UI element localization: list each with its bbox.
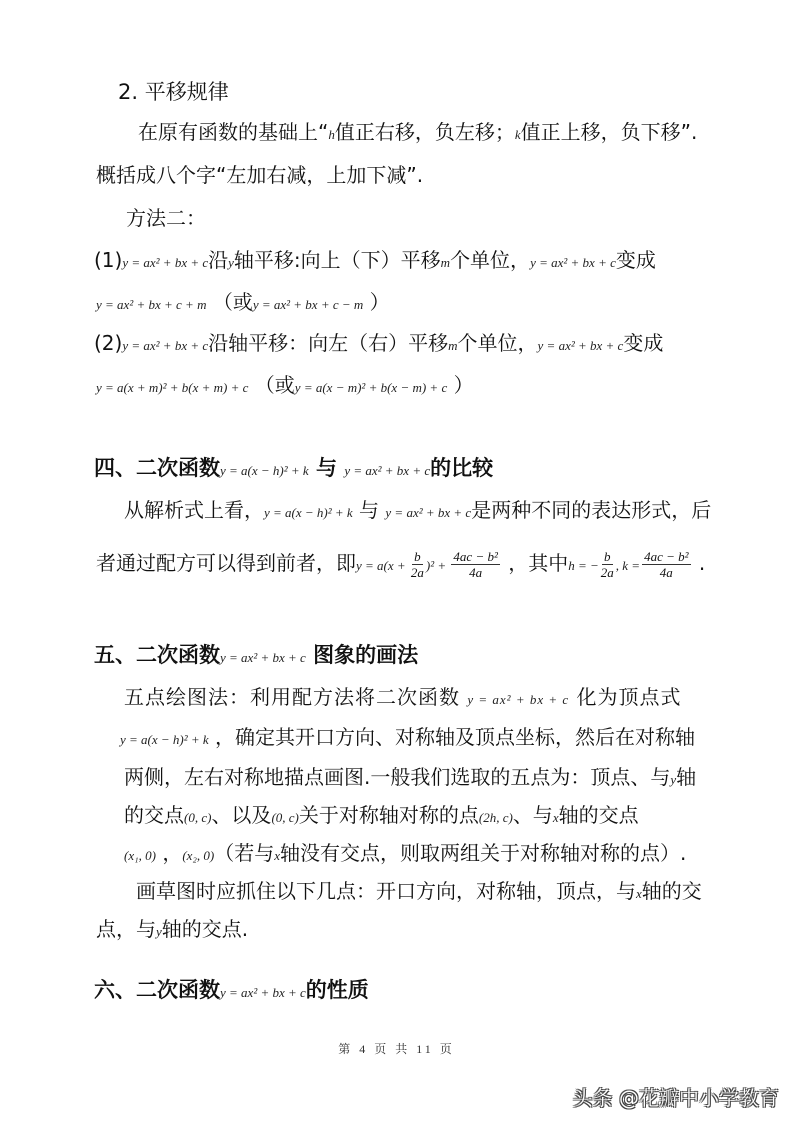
- heading-text: 与: [316, 456, 337, 480]
- point: (0, c): [184, 810, 212, 825]
- formula: y = ax² + bx + c: [467, 692, 570, 707]
- section-5-line-6: [136, 876, 702, 909]
- text: ）: [369, 290, 390, 314]
- text: 轴没有交点，则取两组关于对称轴对称的点）.: [280, 841, 687, 865]
- text: .: [698, 551, 706, 575]
- math-var: x: [274, 848, 281, 863]
- text: ）: [453, 373, 474, 397]
- text: （或: [254, 373, 295, 397]
- heading-text: 五、二次函数: [94, 643, 220, 667]
- denominator: 4a: [659, 565, 673, 580]
- method-item-2: [94, 328, 663, 361]
- method-item-1: [94, 245, 656, 278]
- text: 个单位，: [450, 248, 531, 272]
- math-var: m: [440, 255, 451, 270]
- formula: y = a(x − h)² + k: [264, 505, 353, 520]
- text: 沿轴平移：向左（右）平移: [208, 331, 449, 355]
- text: 五点绘图法：利用配方法将二次函数: [124, 685, 460, 709]
- heading-text: 的比较: [430, 456, 494, 480]
- numerator: 4ac − b²: [453, 549, 498, 564]
- method-item-2-result: [96, 370, 474, 403]
- denominator: 4a: [469, 565, 483, 580]
- formula: y = a(x − m)² + b(x − m) + c: [294, 380, 448, 395]
- text: 变成: [623, 331, 664, 355]
- formula: y = a(x + m)² + b(x + m) + c: [96, 380, 249, 395]
- watermark: 头条 @花瓣中小学教育: [572, 1086, 779, 1110]
- text: 沿: [208, 248, 229, 272]
- fraction: [411, 549, 424, 580]
- point: (0, c): [271, 810, 299, 825]
- method-label: 方法二：: [126, 206, 206, 230]
- formula: y = ax² + bx + c: [122, 338, 209, 353]
- denominator: 2a: [600, 565, 614, 580]
- text: 与: [359, 498, 380, 522]
- text: 、以及: [211, 803, 272, 827]
- section-5-line-7: [96, 914, 248, 947]
- item-number: (1): [94, 248, 123, 272]
- section-4-heading: [94, 453, 493, 486]
- text: ，其中: [508, 551, 569, 575]
- numerator: 4ac − b²: [644, 549, 689, 564]
- heading-text: 图象的画法: [313, 643, 419, 667]
- text: ，确定其开口方向、对称轴及顶点坐标，然后在对称轴: [215, 725, 696, 749]
- section-5-line-5: [124, 838, 686, 871]
- text: 轴的交: [641, 879, 702, 903]
- text: 、与: [512, 803, 553, 827]
- formula: y = ax² + bx + c: [530, 255, 616, 270]
- method-item-1-result: [96, 287, 390, 320]
- formula: y = ax² + bx + c: [344, 463, 431, 478]
- heading-text: 的性质: [305, 978, 369, 1002]
- text: （或: [212, 290, 253, 314]
- heading-text: 四、二次函数: [94, 456, 220, 480]
- text: 轴的交点: [558, 803, 639, 827]
- math-var: y: [228, 255, 234, 270]
- math-var: m: [448, 338, 458, 353]
- text: ，: [162, 841, 183, 865]
- math-var: y: [670, 772, 677, 787]
- fraction: [601, 549, 614, 580]
- numerator: b: [604, 549, 611, 564]
- paragraph-rule: [138, 117, 697, 150]
- math-var: y: [156, 924, 162, 939]
- formula: y = a(x − h)² + k: [120, 732, 209, 747]
- text: 两侧，左右对称地描点画图.一般我们选取的五点为：顶点、与: [124, 765, 671, 789]
- paragraph-summary: 概括成八个字“左加右减，上加下减”.: [96, 163, 424, 187]
- text: 是两种不同的表达形式，后: [471, 498, 712, 522]
- formula: y = ax² + bx + c: [122, 255, 209, 270]
- point: (2h, c): [478, 810, 513, 825]
- formula: y = ax² + bx + c − m: [252, 297, 364, 312]
- math-var: x: [636, 886, 642, 901]
- formula: y = ax² + bx + c: [220, 985, 306, 1000]
- math-var: h: [328, 127, 335, 142]
- text: 化为顶点式: [576, 685, 682, 709]
- formula: y = ax² + bx + c: [385, 505, 472, 520]
- page-number: 第 4 页 共 11 页: [338, 1042, 455, 1056]
- text: 值正上移，负下移”.: [520, 120, 698, 144]
- section-5-line-1: [124, 682, 682, 715]
- text: 在原有函数的基础上“: [138, 120, 329, 144]
- formula: )² +: [425, 558, 450, 573]
- subsection-title: 2. 平移规律: [118, 80, 229, 104]
- section-4-paragraph-1: [124, 495, 711, 528]
- formula: y = ax² + bx + c + m: [96, 297, 207, 312]
- formula: y = ax² + bx + c: [220, 650, 306, 665]
- text: 关于对称轴对称的点: [298, 803, 479, 827]
- text: 值正右移，负左移；: [334, 120, 515, 144]
- math-var: x: [552, 810, 559, 825]
- formula: y = a(x − h)² + k: [220, 463, 309, 478]
- text: 从解析式上看，: [124, 498, 264, 522]
- text: 轴: [676, 765, 697, 789]
- point: (x₂, 0): [182, 848, 215, 863]
- text: 者通过配方可以得到前者，即: [96, 551, 356, 575]
- text: 轴平移:向上（下）平移: [233, 248, 441, 272]
- section-5-line-2: [120, 722, 695, 755]
- item-number: (2): [94, 331, 123, 355]
- section-5-line-3: [124, 762, 696, 795]
- heading-text: 六、二次函数: [94, 978, 220, 1002]
- text: 点，与: [96, 917, 156, 941]
- text: 个单位，: [457, 331, 538, 355]
- formula: y = ax² + bx + c: [537, 338, 624, 353]
- denominator: 2a: [410, 565, 424, 580]
- section-5-heading: [94, 640, 418, 673]
- math-var: k: [514, 127, 521, 142]
- section-4-paragraph-2: [96, 543, 705, 586]
- point: (x₁, 0): [124, 848, 156, 863]
- text: 轴的交点.: [161, 917, 249, 941]
- text: 画草图时应抓住以下几点：开口方向，对称轴，顶点，与: [136, 879, 636, 903]
- formula: h = −: [568, 558, 599, 573]
- text: 的交点: [124, 803, 184, 827]
- formula: y = a(x +: [356, 558, 409, 573]
- fraction: [642, 549, 690, 580]
- section-5-line-4: [124, 800, 639, 833]
- section-6-heading: [94, 975, 369, 1008]
- fraction: [451, 549, 499, 580]
- formula: , k =: [615, 558, 641, 573]
- text: （若与: [214, 841, 275, 865]
- text: 变成: [615, 248, 656, 272]
- numerator: b: [414, 549, 421, 564]
